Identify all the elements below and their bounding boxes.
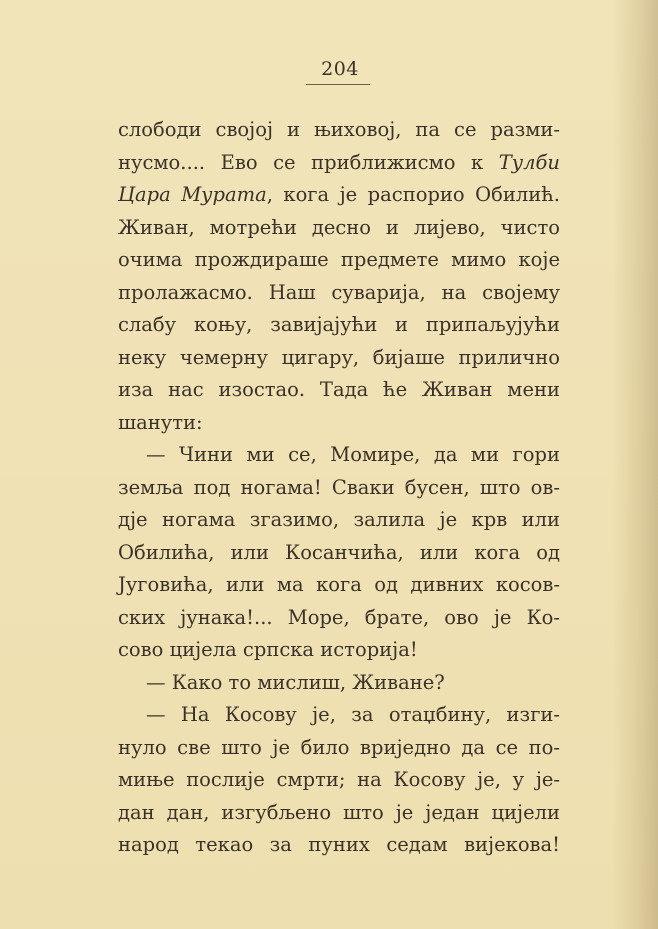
text-line: Обилића, или Косанчића, или кога од <box>118 540 560 564</box>
italic-name: Цара Мурата <box>118 183 267 206</box>
dialogue-line: — На Косову је, за отаџбину, изги- <box>146 703 560 726</box>
text-line: очима прождираше предмете мимо које <box>118 248 560 271</box>
text-line: дан дан, изгубљено што је један цијели <box>118 800 560 824</box>
body-text <box>118 114 560 862</box>
text-line: дје ногама згазимо, залила је крв или <box>118 508 560 531</box>
text-line: слабу коњу, завијајући и припаљујући <box>118 313 560 336</box>
text-line: иза нас изостао. Тада ће Живан мени <box>118 378 560 401</box>
text-line <box>118 147 560 180</box>
text-line: неку чемерну цигару, бијаше прилично <box>118 345 560 369</box>
text-line: земља под ногама! Сваки бусен, што ов- <box>118 475 560 499</box>
text-line: пролажасмо. Наш суварија, на своjему <box>118 280 560 304</box>
dialogue-line: — Чини ми се, Момире, да ми гори <box>146 443 560 466</box>
text-line: Живан, мотрећи десно и лијево, чисто <box>118 215 560 239</box>
text-line: слободи својој и њиховој, па се разми- <box>118 118 560 141</box>
text-line: народ текао за пуних седам вијекова! <box>118 833 560 856</box>
text-line: Југовића, или ма кога од дивних косов- <box>118 573 560 596</box>
text-fragment: нусмо.... Ево се приближисмо к <box>118 150 499 174</box>
italic-name: Тулби <box>498 150 560 174</box>
text-line: нуло све што је било вриједно да се по- <box>118 735 560 759</box>
page-number: 204 <box>321 58 359 80</box>
text-line: шанути: <box>118 410 203 434</box>
text-line: сово цијела српска историја! <box>118 638 418 661</box>
text-fragment: , кога је распорио Обилић. <box>266 183 560 206</box>
text-line: миње послије смрти; на Косову је, у је- <box>118 768 560 791</box>
text-line: ских јунака!... Море, брате, ово је Ко- <box>118 605 560 629</box>
dialogue-line: — Како то мислиш, Живане? <box>146 670 445 694</box>
page-number-rule <box>306 84 370 85</box>
text-line <box>118 179 560 212</box>
